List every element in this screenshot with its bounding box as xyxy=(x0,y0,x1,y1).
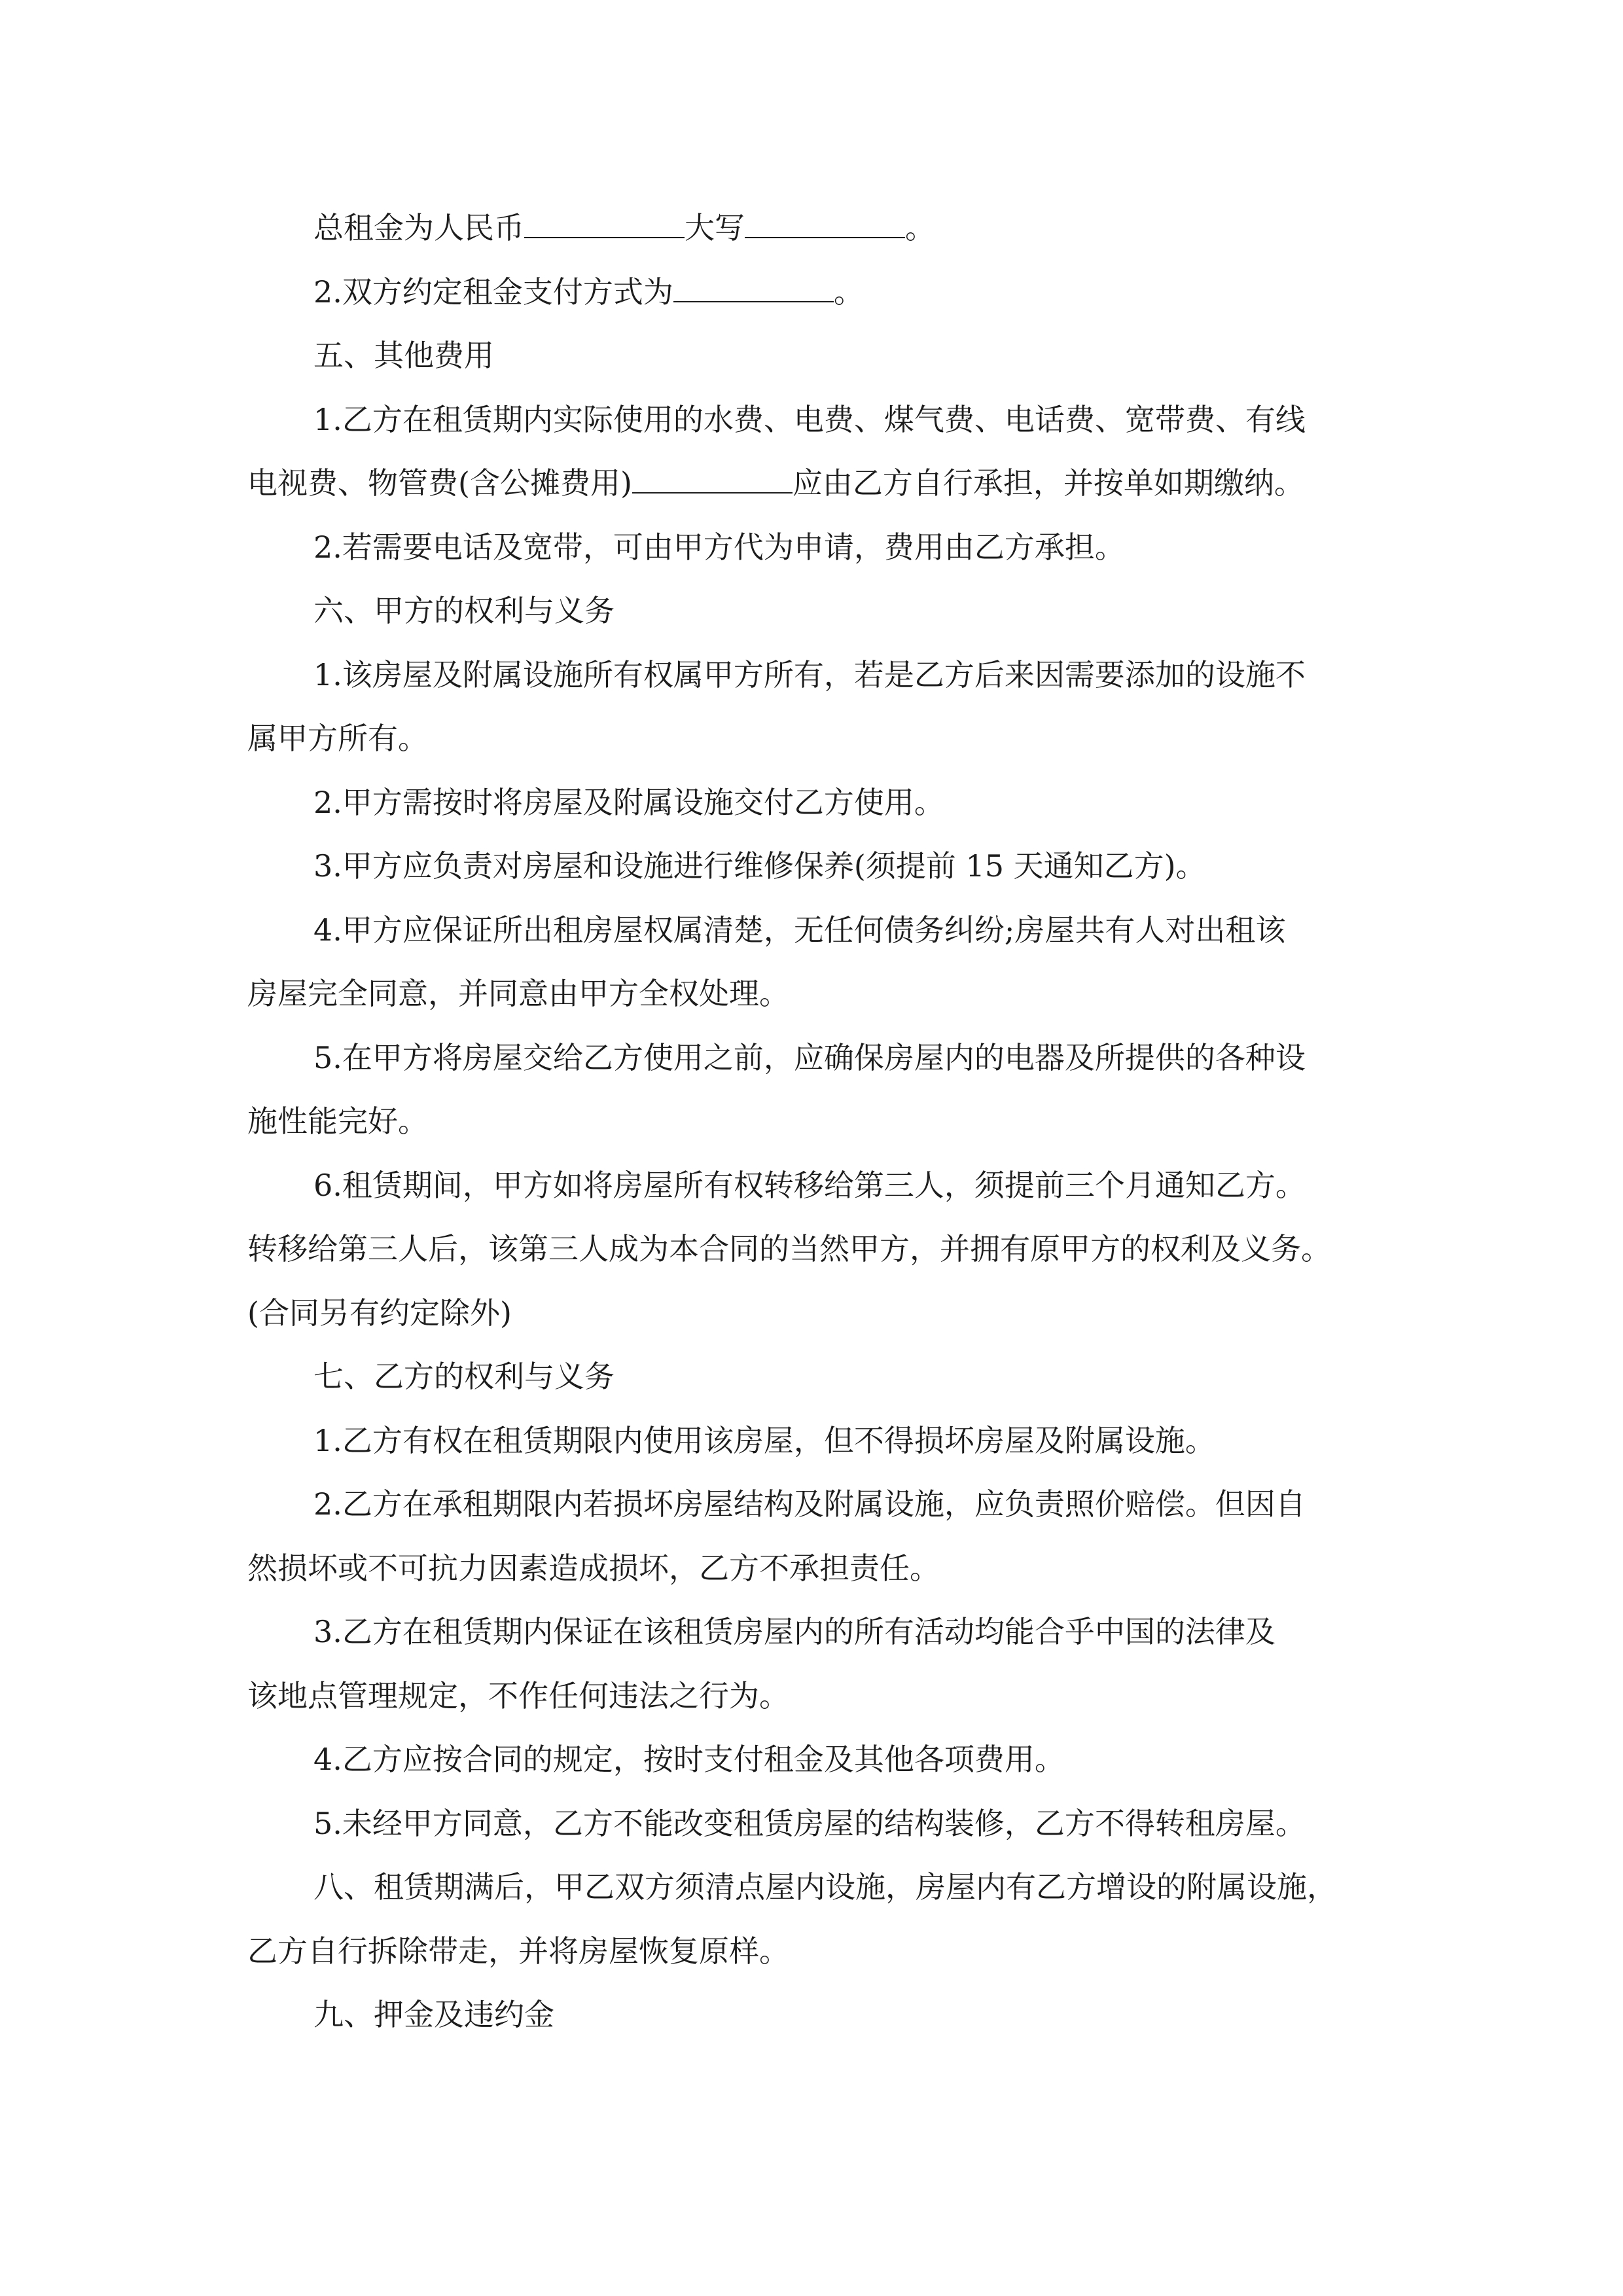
paragraph-line: 6.租赁期间，甲方如将房屋所有权转移给第三人，须提前三个月通知乙方。 xyxy=(313,1167,1306,1203)
line-text: 总租金为人民币 xyxy=(313,210,524,245)
paragraph-line: 3.乙方在租赁期内保证在该租赁房屋内的所有活动均能合乎中国的法律及 xyxy=(313,1614,1275,1649)
paragraph-line: 1.乙方在租赁期内实际使用的水费、电费、煤气费、电话费、宽带费、有线 xyxy=(313,401,1306,437)
section-heading: 九、押金及违约金 xyxy=(313,1997,554,2032)
paragraph-line: 施性能完好。 xyxy=(247,1103,428,1139)
paragraph-line: 转移给第三人后，该第三人成为本合同的当然甲方，并拥有原甲方的权利及义务。 xyxy=(247,1231,1331,1266)
fill-in-blank-payment xyxy=(673,271,834,302)
fill-in-blank-rmb xyxy=(524,207,685,238)
paragraph-line xyxy=(247,452,1400,516)
line-text: 2.双方约定租金支付方式为 xyxy=(313,274,673,310)
paragraph-line: 3.甲方应负责对房屋和设施进行维修保养(须提前 15 天通知乙方)。 xyxy=(313,848,1206,884)
paragraph-line: 乙方自行拆除带走，并将房屋恢复原样。 xyxy=(247,1933,789,1969)
line-text: 大写 xyxy=(685,210,745,245)
paragraph-line: (合同另有约定除外) xyxy=(247,1295,512,1331)
paragraph-line: 2.甲方需按时将房屋及附属设施交付乙方使用。 xyxy=(313,784,944,820)
paragraph-line: 2.乙方在承租期限内若损坏房屋结构及附属设施，应负责照价赔偿。但因自 xyxy=(313,1486,1306,1522)
paragraph-line: 属甲方所有。 xyxy=(247,721,428,756)
paragraph-line: 1.该房屋及附属设施所有权属甲方所有，若是乙方后来因需要添加的设施不 xyxy=(313,656,1306,692)
line-text: 应由乙方自行承担，并按单如期缴纳。 xyxy=(792,465,1304,501)
section-heading: 五、其他费用 xyxy=(313,338,494,373)
paragraph-line: 房屋完全同意，并同意由甲方全权处理。 xyxy=(247,976,789,1011)
fill-in-blank-fees xyxy=(632,462,793,493)
line-text: 。 xyxy=(833,274,864,310)
document-body xyxy=(247,196,1400,2047)
paragraph-line: 5.在甲方将房屋交给乙方使用之前，应确保房屋内的电器及所提供的各种设 xyxy=(313,1039,1306,1075)
section-heading: 六、甲方的权利与义务 xyxy=(313,593,615,628)
fill-in-blank-capital xyxy=(745,207,905,238)
paragraph-line: 然损坏或不可抗力因素造成损坏，乙方不承担责任。 xyxy=(247,1550,940,1586)
paragraph-line: 4.甲方应保证所出租房屋权属清楚，无任何债务纠纷;房屋共有人对出租该 xyxy=(313,912,1286,948)
paragraph-line: 4.乙方应按合同的规定，按时支付租金及其他各项费用。 xyxy=(313,1742,1065,1777)
paragraph-line xyxy=(247,260,1400,325)
paragraph-line: 该地点管理规定，不作任何违法之行为。 xyxy=(247,1677,789,1713)
line-text: 。 xyxy=(905,210,935,245)
paragraph-line: 5.未经甲方同意，乙方不能改变租赁房屋的结构装修，乙方不得转租房屋。 xyxy=(313,1805,1306,1841)
paragraph-line: 1.乙方有权在租赁期限内使用该房屋，但不得损坏房屋及附属设施。 xyxy=(313,1422,1215,1458)
section-heading: 八、租赁期满后，甲乙双方须清点屋内设施，房屋内有乙方增设的附属设施， xyxy=(313,1869,1337,1905)
paragraph-line: 2.若需要电话及宽带，可由甲方代为申请，费用由乙方承担。 xyxy=(313,529,1125,565)
line-text: 电视费、物管费(含公摊费用) xyxy=(247,465,632,501)
section-heading: 七、乙方的权利与义务 xyxy=(313,1359,615,1394)
paragraph-line xyxy=(247,196,1400,260)
